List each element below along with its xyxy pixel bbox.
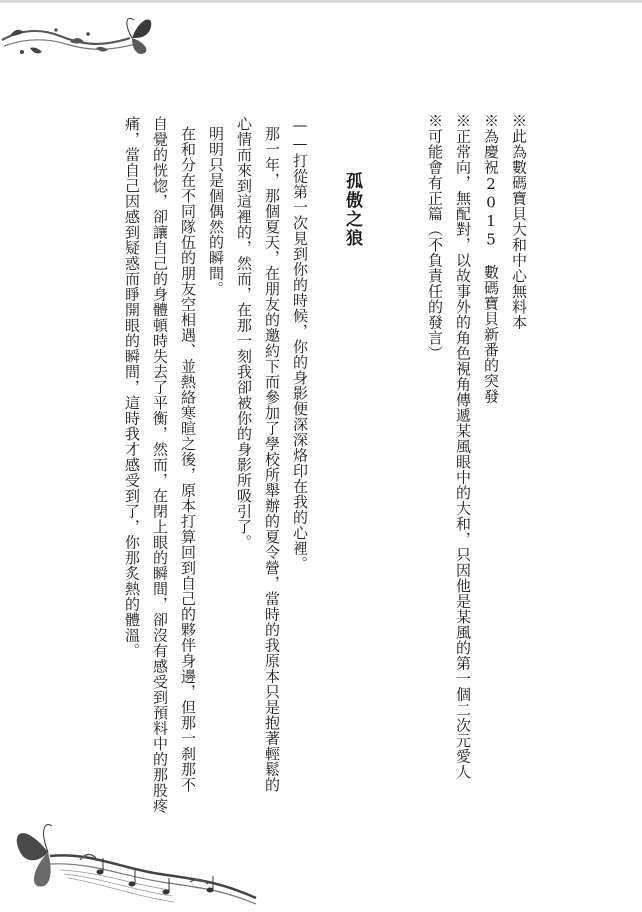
- butterfly-music-flourish-bottom-icon: [10, 812, 260, 908]
- body-paragraph-2-cont: 心情而來到這裡的，然而，在那一刻我卻被你的身影所吸引了。: [235, 116, 253, 550]
- body-paragraph-1: ——打從第一次見到你的時候，你的身影便深深烙印在我的心裡。: [291, 116, 309, 572]
- note-line-1: ※此為數碼寶貝大和中心無料本: [510, 113, 528, 330]
- body-paragraph-4-cont-1: 自覺的恍惚，卻讓自己的身體頓時失去了平衡，然而，在閉上眼的瞬間，卻沒有感受到預料中的那股疼: [151, 116, 169, 814]
- body-paragraph-2: 那一年，那個夏天，在朋友的邀約下而參加了學校所舉辦的夏令營，當時的我原本只是抱著輕鬆的: [263, 126, 281, 793]
- body-paragraph-4: 在和分在不同隊伍的朋友空相遇、並熱絡寒暄之後，原本打算回到自己的夥伴身邊，但那一刹那不: [179, 126, 197, 793]
- body-paragraph-3: 明明只是個偶然的瞬間。: [207, 126, 225, 297]
- butterfly-flourish-top-icon: [0, 8, 160, 64]
- note-line-3: ※正常向，無配對，以故事外的角色視角傳遞某風眼中的大和，只因他是某風的第一個二次元愛人: [454, 113, 472, 780]
- body-paragraph-4-cont-2: 痛，當自己因感到疑惑而睜開眼的瞬間，這時我才感受到了，你那炙熱的體溫。: [123, 116, 141, 659]
- story-title: 孤傲之狼: [342, 172, 362, 248]
- note-line-2: ※為慶祝2015 數碼寶貝新番的突發: [482, 113, 500, 404]
- top-rule: [0, 0, 642, 3]
- note-line-4: ※可能會有正篇（不負責任的發言）: [426, 113, 444, 361]
